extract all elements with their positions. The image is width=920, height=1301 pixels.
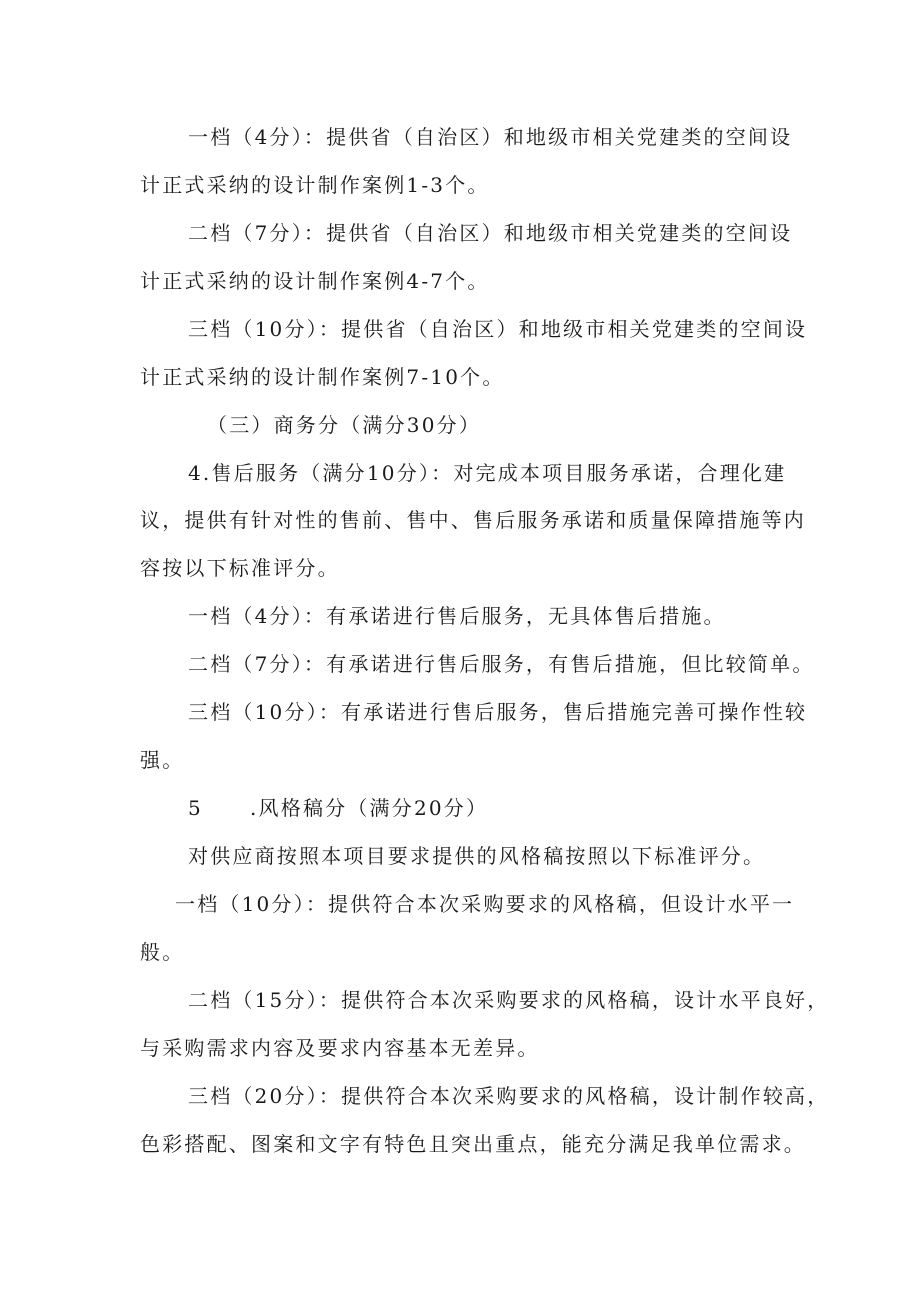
paragraph-line: 一档（4分）：有承诺进行售后服务，无具体售后措施。	[188, 604, 726, 628]
paragraph-line: 与采购需求内容及要求内容基本无差异。	[140, 1036, 540, 1060]
paragraph-line: 计正式采纳的设计制作案例1-3个。	[140, 173, 490, 197]
section-heading: （三）商务分（满分30分）	[207, 413, 482, 437]
paragraph-line: 二档（15分）：提供符合本次采购要求的风格稿，设计水平良好，	[188, 988, 830, 1012]
paragraph-line: 二档（7分）：有承诺进行售后服务，有售后措施，但比较简单。	[188, 652, 815, 676]
paragraph-line: 二档（7分）：提供省（自治区）和地级市相关党建类的空间设	[188, 221, 793, 245]
paragraph-line: 般。	[140, 940, 185, 964]
paragraph-line: 4.售后服务（满分10分）：对完成本项目服务承诺，合理化建	[188, 461, 787, 485]
paragraph-line: 议，提供有针对性的售前、售中、售后服务承诺和质量保障措施等内	[140, 508, 806, 532]
paragraph-line: 强。	[140, 748, 185, 772]
paragraph-line: 色彩搭配、图案和文字有特色且突出重点，能充分满足我单位需求。	[140, 1132, 806, 1156]
paragraph-line: 三档（20分）：提供符合本次采购要求的风格稿，设计制作较高，	[188, 1084, 830, 1108]
paragraph-line: 计正式采纳的设计制作案例7-10个。	[140, 365, 505, 389]
paragraph-line: 一档（4分）：提供省（自治区）和地级市相关党建类的空间设	[188, 125, 793, 149]
item-number: 5	[188, 796, 203, 820]
paragraph-line: 三档（10分）：有承诺进行售后服务，售后措施完善可操作性较	[188, 700, 808, 724]
paragraph-line: 容按以下标准评分。	[140, 556, 340, 580]
paragraph-line: 对供应商按照本项目要求提供的风格稿按照以下标准评分。	[188, 844, 766, 868]
paragraph-line: 三档（10分）：提供省（自治区）和地级市相关党建类的空间设	[188, 317, 808, 341]
paragraph-line: 计正式采纳的设计制作案例4-7个。	[140, 269, 490, 293]
paragraph-line: 一档（10分）：提供符合本次采购要求的风格稿，但设计水平一	[175, 892, 795, 916]
section-heading: .风格稿分（满分20分）	[250, 796, 489, 820]
